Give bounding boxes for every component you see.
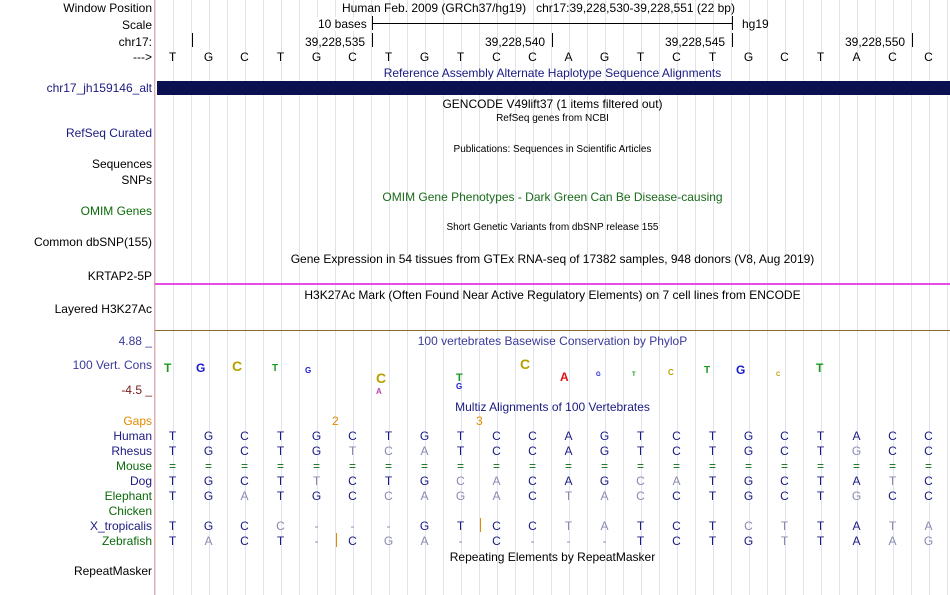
logo-base: C [668, 368, 674, 377]
aligned-base: C [672, 444, 681, 458]
aligned-base: G [743, 489, 754, 503]
omim-pheno-title: OMIM Gene Phenotypes - Dark Green Can Be Disease-causing [382, 190, 723, 204]
window-position-label[interactable]: Window Position [63, 1, 152, 15]
track-labels-panel [0, 0, 154, 595]
ruler-tick [732, 33, 733, 47]
aligned-base: T [348, 444, 357, 458]
dbsnp-label[interactable]: Common dbSNP(155) [33, 235, 152, 249]
aligned-base: C [240, 474, 249, 488]
aligned-base: A [924, 519, 933, 533]
aligned-base: = [816, 459, 824, 473]
h3k27ac-title: H3K27Ac Mark (Often Found Near Active Regulatory Elements) on 7 cell lines from ENCODE [304, 288, 801, 302]
base: C [348, 50, 357, 64]
alignment-row-chicken [155, 504, 950, 518]
aligned-base: = [888, 459, 896, 473]
aligned-base: T [276, 489, 285, 503]
base: T [816, 50, 825, 64]
scale-text: 10 bases [315, 17, 370, 31]
logo-base: C [376, 370, 387, 386]
logo-base: G [736, 363, 746, 377]
alignment-row-elephant [155, 489, 950, 503]
aligned-base: = [708, 459, 716, 473]
aligned-base: G [923, 534, 934, 548]
aligned-base: T [708, 534, 717, 548]
ruler-tick [552, 33, 553, 47]
logo-base: A [560, 370, 569, 384]
aligned-base: C [348, 534, 357, 548]
aligned-base: = [744, 459, 752, 473]
aligned-base: C [492, 534, 501, 548]
scale-bar-right [732, 16, 733, 30]
alignment-row-x_tropicalis [155, 519, 950, 533]
aligned-base: T [708, 444, 717, 458]
species-label-mouse[interactable]: Mouse [115, 459, 152, 473]
aligned-base: C [276, 519, 285, 533]
krtap-label[interactable]: KRTAP2-5P [87, 269, 152, 283]
aligned-base: C [492, 429, 501, 443]
aligned-base: C [780, 474, 789, 488]
aligned-base: C [240, 444, 249, 458]
aligned-base: A [204, 534, 213, 548]
aligned-base: T [564, 519, 573, 533]
base: C [888, 50, 897, 64]
aligned-base: C [348, 474, 357, 488]
db-name: hg19 [742, 17, 769, 31]
aligned-base: G [599, 474, 610, 488]
aligned-base: C [924, 429, 933, 443]
publications-title: Publications: Sequences in Scientific Articles [453, 144, 652, 155]
aligned-base: G [743, 429, 754, 443]
coord-label: 39,228,535 [305, 35, 366, 49]
gtex-title: Gene Expression in 54 tissues from GTEx RNA-seq of 17382 samples, 948 donors (V8, Aug 2019) [290, 252, 815, 266]
aligned-base: A [492, 474, 501, 488]
assembly-title: Human Feb. 2009 (GRCh37/hg19) chr17:39,228,530-39,228,551 (22 bp) [342, 1, 735, 15]
aligned-base: T [708, 519, 717, 533]
aligned-base: = [240, 459, 248, 473]
aligned-base: C [780, 429, 789, 443]
gap-count: 2 [332, 414, 339, 428]
refseq-label[interactable]: RefSeq Curated [65, 126, 152, 140]
aligned-base: G [311, 489, 322, 503]
aligned-base: T [816, 474, 825, 488]
aligned-base: = [276, 459, 284, 473]
logo-base: A [376, 387, 382, 396]
species-label-human[interactable]: Human [113, 429, 152, 443]
alignment-row-rhesus [155, 444, 950, 458]
aligned-base: = [636, 459, 644, 473]
aligned-base: = [420, 459, 428, 473]
scale-bar [372, 23, 732, 24]
aligned-base: T [636, 444, 645, 458]
aligned-base: C [672, 429, 681, 443]
aligned-base: T [636, 534, 645, 548]
aligned-base: C [636, 489, 645, 503]
aligned-base: G [203, 429, 214, 443]
logo-base: G [596, 372, 601, 378]
base-sequence-row [155, 50, 950, 64]
aligned-base: C [924, 474, 933, 488]
base: G [419, 50, 430, 64]
aligned-base: A [852, 474, 861, 488]
aligned-base: T [816, 429, 825, 443]
species-label-elephant[interactable]: Elephant [104, 489, 152, 503]
base: G [203, 50, 214, 64]
logo-base: C [776, 372, 781, 378]
species-label-x_tropicalis[interactable]: X_tropicalis [89, 519, 152, 533]
tracks-panel [155, 0, 950, 595]
aligned-base: C [924, 444, 933, 458]
aligned-base: - [314, 519, 319, 533]
aligned-base: T [168, 489, 177, 503]
species-label-zebrafish[interactable]: Zebrafish [101, 534, 152, 548]
gap-count: 3 [476, 414, 483, 428]
aligned-base: T [168, 519, 177, 533]
aligned-base: G [203, 474, 214, 488]
alignment-row-zebrafish [155, 534, 950, 548]
logo-base: T [456, 372, 463, 384]
cons-min-label: -4.5 _ [121, 383, 152, 397]
base: T [384, 50, 393, 64]
aligned-base: = [204, 459, 212, 473]
aligned-base: C [888, 429, 897, 443]
aligned-base: A [600, 489, 609, 503]
alignment-row-human [155, 429, 950, 443]
species-label-rhesus[interactable]: Rhesus [111, 444, 152, 458]
aligned-base: G [455, 489, 466, 503]
aligned-base: T [636, 429, 645, 443]
alt-haplotype-label[interactable]: chr17_jh159146_alt [46, 81, 152, 95]
aligned-base: C [528, 519, 537, 533]
aligned-base: A [420, 534, 429, 548]
aligned-base: G [311, 444, 322, 458]
aligned-base: T [780, 534, 789, 548]
aligned-base: T [816, 519, 825, 533]
short-variants-title: Short Genetic Variants from dbSNP release 155 [446, 222, 659, 233]
aligned-base: A [240, 489, 249, 503]
aligned-base: = [384, 459, 392, 473]
aligned-base: - [602, 534, 607, 548]
aligned-base: G [743, 534, 754, 548]
base: T [456, 50, 465, 64]
base: C [924, 50, 933, 64]
aligned-base: - [314, 534, 319, 548]
logo-base: T [704, 365, 711, 376]
base: C [780, 50, 789, 64]
species-label-chicken[interactable]: Chicken [108, 504, 152, 518]
aligned-base: T [312, 474, 321, 488]
aligned-base: T [168, 429, 177, 443]
aligned-base: C [780, 444, 789, 458]
logo-base: C [232, 358, 243, 374]
aligned-base: A [852, 519, 861, 533]
aligned-base: T [816, 444, 825, 458]
aligned-base: C [924, 489, 933, 503]
aligned-base: C [888, 444, 897, 458]
aligned-base: A [420, 444, 429, 458]
aligned-base: G [599, 444, 610, 458]
aligned-base: A [564, 474, 573, 488]
alignment-row-dog [155, 474, 950, 488]
aligned-base: C [384, 489, 393, 503]
aligned-base: = [456, 459, 464, 473]
aligned-base: G [203, 489, 214, 503]
multiz-title: Multiz Alignments of 100 Vertebrates [455, 400, 650, 414]
gencode-title: GENCODE V49lift37 (1 items filtered out) [442, 97, 663, 111]
base: T [168, 50, 177, 64]
aligned-base: C [780, 489, 789, 503]
aligned-base: T [384, 474, 393, 488]
aligned-base: C [672, 519, 681, 533]
aligned-base: C [744, 519, 753, 533]
cons-label[interactable]: 100 Vert. Cons [72, 358, 152, 372]
aligned-base: A [564, 444, 573, 458]
phylop-title: 100 vertebrates Basewise Conservation by PhyloP [417, 334, 688, 348]
h3k27ac-baseline [155, 330, 950, 331]
aligned-base: T [456, 429, 465, 443]
sequences-label[interactable]: Sequences [91, 157, 152, 171]
aligned-base: C [636, 474, 645, 488]
aligned-base: = [852, 459, 860, 473]
aligned-base: G [419, 474, 430, 488]
aligned-base: T [564, 489, 573, 503]
alt-haplotype-title: Reference Assembly Alternate Haplotype Sequence Alignments [383, 66, 722, 80]
aligned-base: G [419, 429, 430, 443]
aligned-base: G [383, 534, 394, 548]
aligned-base: - [350, 519, 355, 533]
aligned-base: G [599, 429, 610, 443]
aligned-base: T [384, 429, 393, 443]
aligned-base: A [888, 534, 897, 548]
logo-base: T [272, 363, 279, 374]
aligned-base: A [852, 429, 861, 443]
aligned-base: A [672, 474, 681, 488]
aligned-base: T [708, 474, 717, 488]
aligned-base: C [348, 429, 357, 443]
aligned-base: T [888, 474, 897, 488]
ruler-tick [192, 33, 193, 47]
aligned-base: = [528, 459, 536, 473]
base: G [743, 50, 754, 64]
ruler-tick [912, 33, 913, 47]
aligned-base: G [419, 519, 430, 533]
aligned-base: T [168, 474, 177, 488]
aligned-base: = [600, 459, 608, 473]
aligned-base: T [888, 519, 897, 533]
aligned-base: C [384, 444, 393, 458]
aligned-base: - [566, 534, 571, 548]
aligned-base: - [458, 534, 463, 548]
logo-base: G [196, 361, 206, 375]
aligned-base: T [276, 444, 285, 458]
repeatmasker-label[interactable]: RepeatMasker [73, 564, 152, 578]
gaps-label: Gaps [123, 414, 152, 428]
logo-base: T [816, 361, 824, 375]
aligned-base: C [888, 489, 897, 503]
aligned-base: G [743, 474, 754, 488]
logo-base: T [632, 372, 636, 378]
aligned-base: G [203, 519, 214, 533]
aligned-base: T [276, 534, 285, 548]
refseq-subtitle: RefSeq genes from NCBI [496, 113, 609, 124]
aligned-base: = [312, 459, 320, 473]
base: C [240, 50, 249, 64]
insert-marker [480, 518, 481, 532]
logo-base: T [164, 361, 172, 375]
alignment-row-mouse [155, 459, 950, 473]
aligned-base: C [492, 519, 501, 533]
base: G [599, 50, 610, 64]
repeat-title: Repeating Elements by RepeatMasker [449, 550, 656, 564]
strand-arrow-label[interactable]: ---> [133, 50, 152, 64]
coord-label: 39,228,540 [485, 35, 546, 49]
aligned-base: C [240, 519, 249, 533]
aligned-base: T [780, 519, 789, 533]
aligned-base: A [420, 489, 429, 503]
scale-label[interactable]: Scale [121, 18, 152, 32]
base: T [636, 50, 645, 64]
base: G [311, 50, 322, 64]
logo-base: G [456, 382, 463, 391]
coord-label: 39,228,550 [845, 35, 906, 49]
base: T [708, 50, 717, 64]
aligned-base: T [636, 519, 645, 533]
aligned-base: C [672, 489, 681, 503]
base: C [492, 50, 501, 64]
aligned-base: T [708, 489, 717, 503]
species-label-dog[interactable]: Dog [129, 474, 152, 488]
base: A [852, 50, 861, 64]
alt-haplotype-bar[interactable] [157, 81, 950, 95]
aligned-base: = [672, 459, 680, 473]
omim-genes-label[interactable]: OMIM Genes [80, 204, 152, 218]
h3k27ac-label[interactable]: Layered H3K27Ac [54, 302, 152, 316]
aligned-base: A [852, 534, 861, 548]
aligned-base: C [528, 429, 537, 443]
aligned-base: = [348, 459, 356, 473]
logo-base: C [520, 356, 531, 372]
logo-base: G [305, 366, 312, 375]
aligned-base: T [168, 534, 177, 548]
krtap-line[interactable] [155, 283, 950, 285]
aligned-base: A [492, 489, 501, 503]
aligned-base: = [924, 459, 932, 473]
aligned-base: G [311, 429, 322, 443]
coord-label: 39,228,545 [665, 35, 726, 49]
aligned-base: A [564, 429, 573, 443]
insert-marker [336, 533, 337, 547]
aligned-base: T [456, 444, 465, 458]
aligned-base: C [528, 489, 537, 503]
aligned-base: G [851, 444, 862, 458]
ruler-tick [372, 33, 373, 47]
aligned-base: C [528, 444, 537, 458]
aligned-base: - [530, 534, 535, 548]
snps-label[interactable]: SNPs [121, 173, 152, 187]
aligned-base: C [492, 444, 501, 458]
base: A [564, 50, 573, 64]
base: T [276, 50, 285, 64]
aligned-base: G [851, 489, 862, 503]
aligned-base: C [348, 489, 357, 503]
aligned-base: = [564, 459, 572, 473]
aligned-base: T [816, 489, 825, 503]
aligned-base: T [168, 444, 177, 458]
chr-label[interactable]: chr17: [118, 35, 152, 49]
aligned-base: C [240, 534, 249, 548]
aligned-base: T [276, 429, 285, 443]
aligned-base: = [780, 459, 788, 473]
aligned-base: T [708, 429, 717, 443]
base: C [672, 50, 681, 64]
aligned-base: C [240, 429, 249, 443]
aligned-base: A [600, 519, 609, 533]
aligned-base: T [816, 534, 825, 548]
base: C [528, 50, 537, 64]
aligned-base: = [168, 459, 176, 473]
cons-max-label: 4.88 _ [118, 334, 152, 348]
aligned-base: - [386, 519, 391, 533]
aligned-base: C [528, 474, 537, 488]
aligned-base: T [456, 519, 465, 533]
aligned-base: G [203, 444, 214, 458]
aligned-base: C [456, 474, 465, 488]
aligned-base: C [672, 534, 681, 548]
aligned-base: G [743, 444, 754, 458]
aligned-base: = [492, 459, 500, 473]
aligned-base: T [276, 474, 285, 488]
